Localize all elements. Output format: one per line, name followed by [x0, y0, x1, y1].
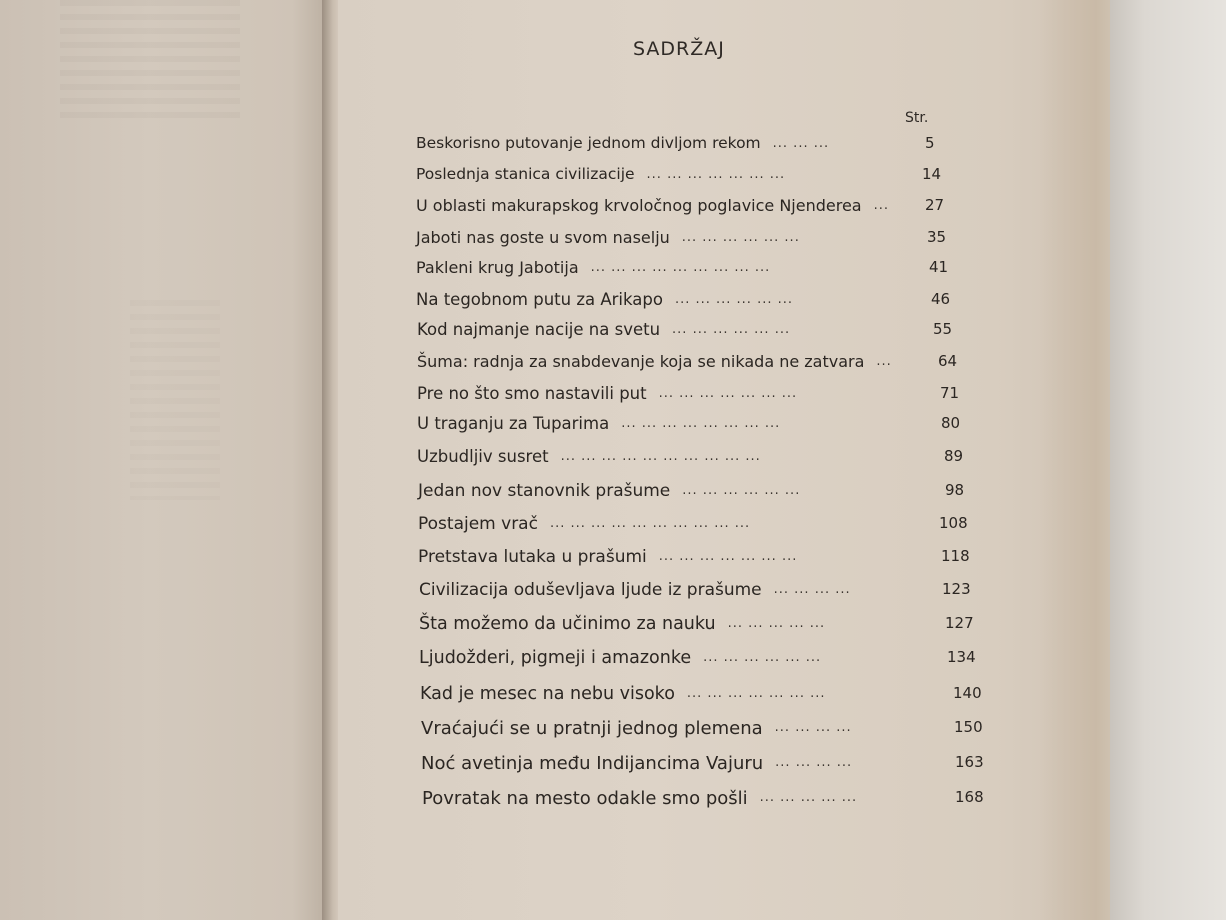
- toc-entry-page: 35: [927, 228, 947, 246]
- leader-dots: ... ... ... ... ...: [727, 616, 826, 631]
- toc-entry-title: Ljudožderi, pigmeji i amazonke: [419, 648, 692, 668]
- leader-dots: ... ... ...: [772, 136, 830, 151]
- leader-dots: ... ... ... ... ... ... ... ...: [621, 416, 781, 431]
- toc-entry-page: 98: [945, 481, 965, 499]
- toc-entry-title: Šuma: radnja za snabdevanje koja se nikada ne zatvara: [417, 352, 865, 371]
- toc-entry-page: 89: [944, 447, 964, 465]
- toc-entry: [419, 614, 985, 638]
- toc-entry-title: Postajem vrač: [418, 514, 538, 534]
- leader-dots: ... ... ... ... ... ... ... ... ... ...: [549, 516, 751, 531]
- toc-entry-page: 46: [931, 290, 951, 308]
- toc-entry-title: Pakleni krug Jabotija: [416, 258, 579, 277]
- toc-entry-page: 127: [945, 614, 974, 632]
- toc-entry-title: Pretstava lutaka u prašumi: [418, 547, 647, 567]
- toc-entry-page: 64: [938, 352, 958, 370]
- toc-entry: [419, 648, 987, 672]
- toc-entry-page: 27: [925, 196, 945, 214]
- leader-dots: ... ... ... ... ... ... ...: [646, 167, 786, 182]
- toc-entry-title: Kod najmanje nacije na svetu: [417, 320, 661, 339]
- toc-entry-page: 118: [941, 547, 970, 565]
- toc-entry-page: 134: [947, 648, 976, 666]
- toc-entry: [417, 320, 973, 344]
- toc-entry: [416, 290, 971, 314]
- toc-entry-title: Povratak na mesto odakle smo pošli: [422, 788, 748, 809]
- toc-entry-page: 71: [940, 384, 960, 402]
- leader-dots: ... ... ... ...: [774, 720, 852, 735]
- toc-entry: [418, 481, 985, 505]
- toc-entry: [421, 753, 995, 777]
- toc-entry-title: U traganju za Tuparima: [417, 414, 610, 433]
- toc-entry-page: 150: [954, 718, 983, 736]
- toc-entry-page: 14: [922, 165, 942, 183]
- toc-entry-title: Kad je mesec na nebu visoko: [420, 684, 675, 704]
- toc-entry: [418, 547, 981, 571]
- toc-entry-page: 41: [929, 258, 949, 276]
- leader-dots: ... ... ... ... ... ...: [672, 322, 791, 337]
- page-title: SADRŽAJ: [633, 38, 725, 60]
- leader-dots: ... ... ... ...: [775, 755, 853, 770]
- toc-entry: [421, 718, 994, 742]
- leader-dots: ... ... ... ... ... ... ... ... ...: [590, 260, 771, 275]
- toc-entry: [416, 196, 965, 220]
- leader-dots: ... ... ... ... ... ...: [681, 230, 800, 245]
- toc-entry-page: 123: [942, 580, 971, 598]
- toc-entry: [416, 228, 967, 252]
- toc-entry-title: U oblasti makurapskog krvoločnog poglavice Njenderea: [416, 196, 862, 215]
- toc-entry-title: Poslednja stanica civilizacije: [416, 165, 635, 183]
- toc-entry-page: 140: [953, 684, 982, 702]
- toc-entry: [416, 134, 965, 158]
- leader-dots: ... ... ... ... ... ...: [703, 650, 822, 665]
- leader-dots: ... ... ... ... ... ... ... ... ... ...: [560, 449, 761, 464]
- leader-dots: ...: [873, 198, 890, 213]
- toc-entry-page: 5: [925, 134, 935, 152]
- toc-entry: [420, 684, 993, 708]
- leader-dots: ... ... ... ... ... ... ...: [686, 686, 826, 701]
- toc-entry: [422, 788, 995, 812]
- toc-entry: [419, 580, 982, 604]
- toc-entry: [416, 165, 962, 189]
- leader-dots: ... ... ... ... ...: [759, 790, 858, 805]
- leader-dots: ... ... ... ... ... ...: [682, 483, 801, 498]
- toc-entry: [416, 258, 969, 282]
- toc-entry: [417, 352, 978, 376]
- toc-entry-page: 80: [941, 414, 961, 432]
- toc-entry-page: 168: [955, 788, 984, 806]
- toc-entry-title: Jedan nov stanovnik prašume: [418, 481, 671, 501]
- toc-entry-page: 55: [933, 320, 953, 338]
- page-column-label: Str.: [905, 110, 929, 126]
- toc-entry-title: Šta možemo da učinimo za nauku: [419, 614, 716, 634]
- leader-dots: ...: [876, 354, 892, 369]
- leader-dots: ... ... ... ... ... ... ...: [658, 386, 798, 401]
- toc-entry-title: Pre no što smo nastavili put: [417, 384, 647, 403]
- toc-entry: [417, 384, 980, 408]
- toc-entry: [417, 414, 981, 438]
- toc-entry: [417, 447, 984, 471]
- toc-entry-title: Noć avetinja među Indijancima Vajuru: [421, 753, 764, 774]
- leader-dots: ... ... ... ... ... ... ...: [658, 549, 798, 564]
- leader-dots: ... ... ... ... ... ...: [674, 292, 793, 307]
- toc-entry-title: Na tegobnom putu za Arikapo: [416, 290, 663, 309]
- toc-entry: [418, 514, 979, 538]
- toc-entry-page: 108: [939, 514, 968, 532]
- toc-entry-title: Vraćajući se u pratnji jednog plemena: [421, 718, 763, 739]
- toc-entry-title: Uzbudljiv susret: [417, 447, 549, 466]
- toc-entry-title: Beskorisno putovanje jednom divljom rekom: [416, 134, 761, 152]
- toc-entry-title: Jaboti nas goste u svom naselju: [416, 228, 670, 247]
- toc-entry-title: Civilizacija oduševljava ljude iz prašume: [419, 580, 762, 600]
- leader-dots: ... ... ... ...: [773, 582, 851, 597]
- toc-entry-page: 163: [955, 753, 984, 771]
